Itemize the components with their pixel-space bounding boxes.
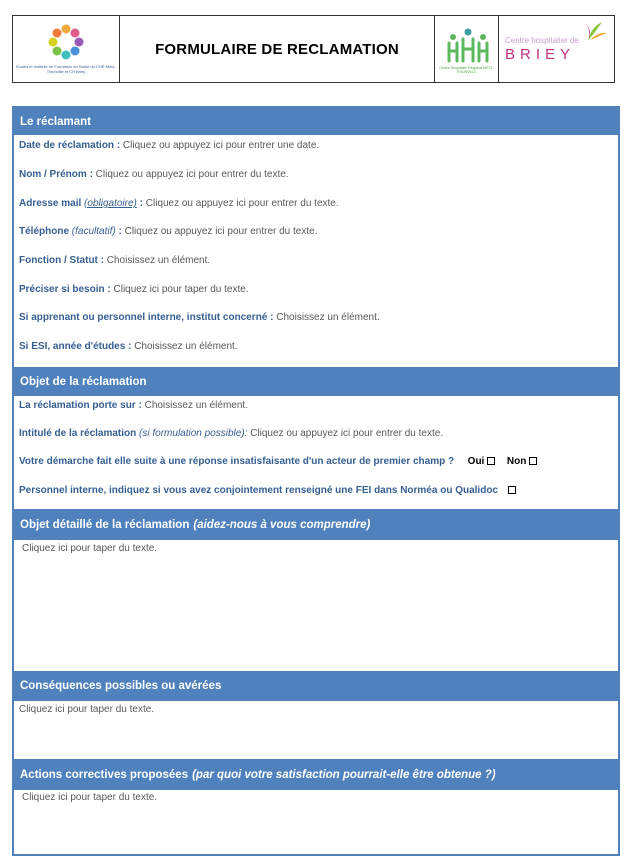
apprenant-field[interactable] xyxy=(19,312,380,323)
actions-placeholder: Cliquez ici pour taper du texte. xyxy=(22,792,158,803)
apprenant-select[interactable]: Choisissez un élément. xyxy=(273,312,380,323)
intitule-note: (si formulation possible): xyxy=(139,428,248,439)
tel-field[interactable] xyxy=(19,226,317,237)
porte-label: La réclamation porte sur : xyxy=(19,400,142,411)
people-logo-icon xyxy=(443,25,491,65)
porte-select[interactable]: Choisissez un élément. xyxy=(141,400,248,411)
date-input[interactable]: Cliquez ou appuyez ici pour entrer une date. xyxy=(120,140,320,151)
oui-checkbox[interactable] xyxy=(487,457,495,465)
briey-brand: BRIEY xyxy=(505,45,576,63)
section-title: Objet détaillé de la réclamation xyxy=(20,518,190,531)
section-title: Conséquences possibles ou avérées xyxy=(20,680,222,692)
date-field[interactable] xyxy=(19,140,319,151)
preciser-input[interactable]: Cliquez ici pour taper du texte. xyxy=(110,284,249,295)
briey-logo xyxy=(499,16,614,82)
tel-colon: : xyxy=(115,226,122,237)
tel-input[interactable]: Cliquez ou appuyez ici pour entrer du texte. xyxy=(121,226,318,237)
fonction-field[interactable] xyxy=(19,255,210,266)
reclamation-form xyxy=(12,106,620,856)
oui-label: Oui xyxy=(467,456,485,467)
section-note: (aidez-nous à vous comprendre) xyxy=(193,518,371,531)
objet-detail-textarea[interactable] xyxy=(22,543,612,669)
nom-input[interactable]: Cliquez ou appuyez ici pour entrer du texte. xyxy=(92,169,289,180)
section-objet-detail-header xyxy=(14,509,618,540)
fonction-select[interactable]: Choisissez un élément. xyxy=(104,255,211,266)
fei-checkbox[interactable] xyxy=(508,486,516,494)
mail-label: Adresse mail xyxy=(19,198,82,209)
nom-field[interactable] xyxy=(19,169,289,180)
section-title: Actions correctives proposées xyxy=(20,768,189,781)
fei-field xyxy=(19,485,516,496)
actions-textarea[interactable] xyxy=(22,792,612,850)
preciser-field[interactable] xyxy=(19,284,249,295)
form-header xyxy=(12,15,615,83)
tel-label: Téléphone xyxy=(19,226,70,237)
non-label: Non xyxy=(506,456,527,467)
esi-select[interactable]: Choisissez un élément. xyxy=(131,341,238,352)
logo-caption: Ecoles et Instituts de Formation en Santé du CHR Metz-Thionville et CH Briey xyxy=(16,64,116,74)
school-logo xyxy=(13,16,120,82)
consequences-textarea[interactable] xyxy=(19,704,612,756)
preciser-label: Préciser si besoin : xyxy=(19,284,111,295)
title-cell xyxy=(120,16,435,82)
mail-field[interactable] xyxy=(19,198,339,209)
nom-label: Nom / Prénom : xyxy=(19,169,93,180)
section-title: Objet de la réclamation xyxy=(20,375,147,388)
briey-top-text: Centre hospitalier de xyxy=(505,35,579,45)
chr-caption: Centre Hospitalier Régional METZ-THIONVILLE xyxy=(439,65,494,74)
mail-input[interactable]: Cliquez ou appuyez ici pour entrer du texte. xyxy=(142,198,339,209)
fei-label: Personnel interne, indiquez si vous avez conjointement renseigné une FEI dans Norméa ou Qualidoc xyxy=(19,485,498,496)
tel-note: (facultatif) xyxy=(71,226,116,237)
section-actions-header xyxy=(14,759,618,790)
objet-detail-placeholder: Cliquez ici pour taper du texte. xyxy=(22,543,158,554)
non-checkbox[interactable] xyxy=(529,457,537,465)
apprenant-label: Si apprenant ou personnel interne, institut concerné : xyxy=(19,312,274,323)
chr-logo xyxy=(435,16,499,82)
porte-field[interactable] xyxy=(19,400,248,411)
intitule-field[interactable] xyxy=(19,428,443,439)
mail-colon: : xyxy=(136,198,143,209)
fonction-label: Fonction / Statut : xyxy=(19,255,104,266)
demarche-field xyxy=(19,456,537,467)
section-objet-header xyxy=(14,367,618,396)
consequences-placeholder: Cliquez ici pour taper du texte. xyxy=(19,704,155,715)
flower-logo-icon xyxy=(46,24,86,62)
section-consequences-header xyxy=(14,671,618,701)
leaf-logo-icon xyxy=(584,20,608,42)
intitule-input[interactable]: Cliquez ou appuyez ici pour entrer du texte. xyxy=(247,428,444,439)
demarche-label: Votre démarche fait elle suite à une réponse insatisfaisante d'un acteur de premier champ ? xyxy=(19,456,455,467)
intitule-label: Intitulé de la réclamation xyxy=(19,428,137,439)
section-title: Le réclamant xyxy=(20,115,91,128)
mail-note: (obligatoire) xyxy=(84,198,137,209)
esi-label: Si ESI, année d'études : xyxy=(19,341,132,352)
date-label: Date de réclamation : xyxy=(19,140,121,151)
section-note: (par quoi votre satisfaction pourrait-elle être obtenue ?) xyxy=(192,768,496,781)
form-title: FORMULAIRE DE RECLAMATION xyxy=(155,40,399,58)
section-reclamant-header xyxy=(14,108,618,135)
esi-field[interactable] xyxy=(19,341,238,352)
